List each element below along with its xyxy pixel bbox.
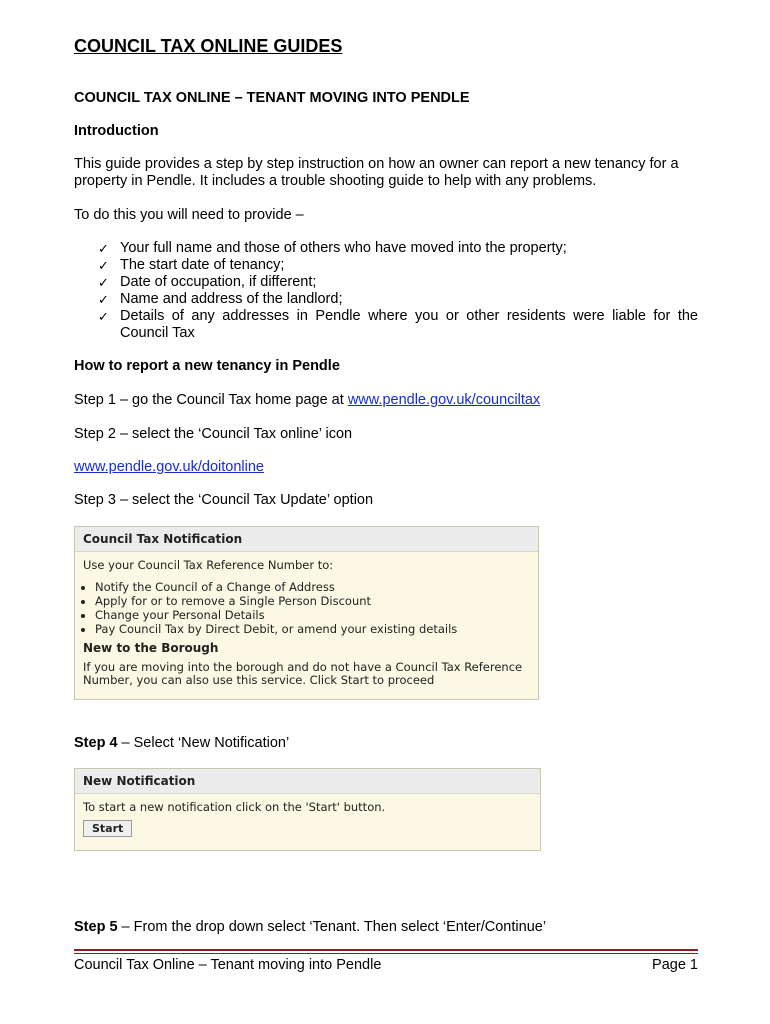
- check-icon: ✓: [98, 309, 109, 324]
- page-title: COUNCIL TAX ONLINE GUIDES: [74, 36, 343, 56]
- start-button[interactable]: Start: [83, 820, 132, 837]
- check-icon: ✓: [98, 292, 109, 307]
- step-1: [74, 392, 540, 408]
- list-item: [98, 240, 698, 257]
- list-item[interactable]: • Pay Council Tax by Direct Debit, or amend your existing details: [95, 622, 538, 636]
- list-item: [98, 274, 698, 291]
- council-tax-notification-panel: [74, 526, 539, 700]
- step-3: Step 3 – select the ‘Council Tax Update’ option: [74, 492, 374, 508]
- list-item: [98, 291, 698, 308]
- step-4: [74, 735, 289, 751]
- list-item[interactable]: • Notify the Council of a Change of Address: [95, 580, 538, 594]
- list-item-text: Details of any addresses in Pendle where you or other residents were liable for the Council Tax: [120, 308, 698, 341]
- panel-title: Council Tax Notification: [75, 527, 538, 552]
- step-4-label: Step 4: [74, 735, 118, 751]
- step-5: [74, 919, 546, 935]
- list-item: [98, 308, 698, 342]
- check-icon: ✓: [98, 258, 109, 273]
- check-icon: ✓: [98, 275, 109, 290]
- doitonline-link-row: [74, 459, 264, 475]
- new-to-borough-text: If you are moving into the borough and do not have a Council Tax Reference Number, you can also use this service. Click Start to proceed: [83, 660, 523, 687]
- new-notification-panel: [74, 768, 541, 851]
- step-5-label: Step 5: [74, 919, 118, 935]
- counciltax-link[interactable]: www.pendle.gov.uk/counciltax: [347, 392, 541, 408]
- new-to-borough-heading: New to the Borough: [83, 641, 219, 655]
- intro-heading: Introduction: [74, 123, 159, 139]
- doitonline-link[interactable]: www.pendle.gov.uk/doitonline: [74, 459, 264, 475]
- step-5-text: – From the drop down select ‘Tenant. Then select ‘Enter/Continue’: [117, 919, 547, 935]
- list-item[interactable]: • Apply for or to remove a Single Person Discount: [95, 594, 538, 608]
- step-2: Step 2 – select the ‘Council Tax online’ icon: [74, 426, 353, 442]
- list-item-text: Name and address of the landlord;: [120, 291, 343, 307]
- requirements-intro: To do this you will need to provide –: [74, 207, 304, 223]
- list-item-text: Date of occupation, if different;: [120, 274, 317, 290]
- footer-divider-thin: [74, 953, 698, 954]
- list-item-text: The start date of tenancy;: [120, 257, 285, 273]
- panel-text: To start a new notification click on the 'Start' button.: [83, 800, 386, 814]
- page-number: Page 1: [652, 957, 698, 973]
- step-4-text: – Select ‘New Notification’: [117, 735, 290, 751]
- check-icon: ✓: [98, 241, 109, 256]
- list-item-text: Your full name and those of others who have moved into the property;: [120, 240, 567, 256]
- list-item: [98, 257, 698, 274]
- panel-intro: Use your Council Tax Reference Number to:: [83, 558, 334, 572]
- list-item[interactable]: • Change your Personal Details: [95, 608, 538, 622]
- footer-divider: [74, 949, 698, 951]
- requirements-checklist: [98, 240, 698, 342]
- footer-title: Council Tax Online – Tenant moving into Pendle: [74, 957, 382, 973]
- page-subtitle: COUNCIL TAX ONLINE – TENANT MOVING INTO PENDLE: [74, 90, 470, 106]
- intro-paragraph: This guide provides a step by step instruction on how an owner can report a new tenancy for a property in Pendle. It includes a trouble shooting guide to help with any problems.: [74, 156, 679, 189]
- panel-title: New Notification: [75, 769, 540, 794]
- panel-options-list: [75, 580, 538, 636]
- step-1-text: Step 1 – go the Council Tax home page at: [74, 392, 348, 408]
- howto-heading: How to report a new tenancy in Pendle: [74, 358, 340, 374]
